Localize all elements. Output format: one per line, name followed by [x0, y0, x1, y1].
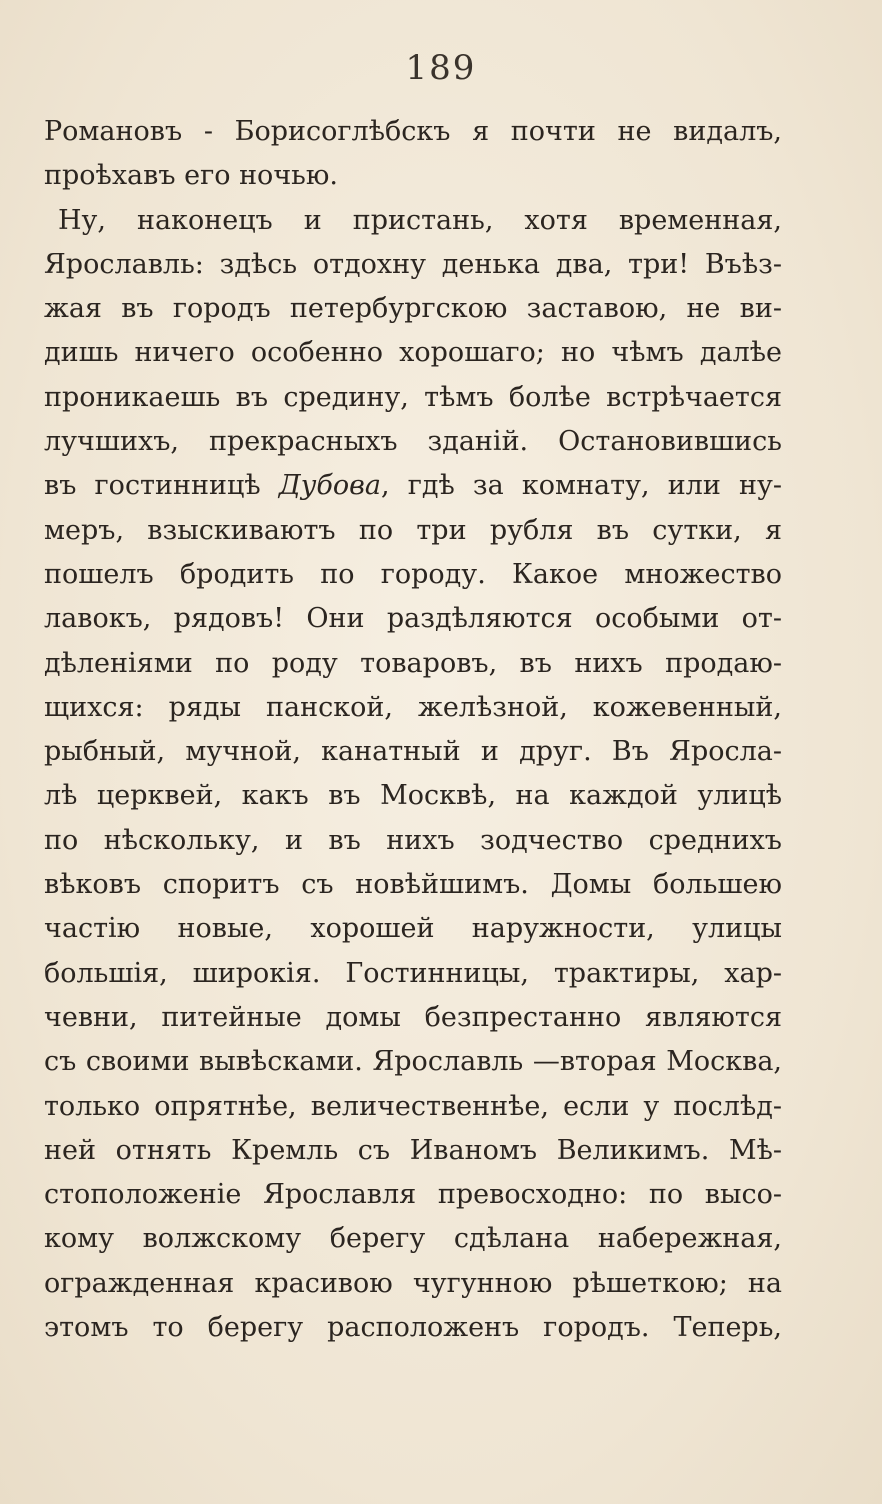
text-line: стоположеніе Ярославля превосходно: по высо- [44, 1179, 782, 1211]
text-line: кому волжскому берегу сдѣлана набережная, [44, 1223, 782, 1255]
text-line: Ярославль: здѣсь отдохну денька два, три! Въѣз- [44, 248, 782, 280]
body-text [44, 110, 782, 1350]
text-line: Романовъ - Борисоглѣбскъ я почти не видалъ, [44, 116, 782, 147]
text-line: лучшихъ, прекрасныхъ зданій. Остановившись [44, 426, 782, 458]
text-line: щихся: ряды панской, желѣзной, кожевенный, [44, 691, 782, 723]
text-line: чевни, питейные домы безпрестанно являются [44, 1001, 782, 1033]
text-line: этомъ то берегу расположенъ городъ. Теперь, [44, 1312, 782, 1344]
text-line: лѣ церквей, какъ въ Москвѣ, на каждой улицѣ [44, 780, 782, 812]
text-segment: , гдѣ за комнату, или ну- [380, 470, 782, 502]
text-line: дѣленіями по роду товаровъ, въ нихъ продаю- [44, 647, 782, 679]
text-line: рыбный, мучной, канатный и друг. Въ Яросла- [44, 736, 782, 768]
text-line: меръ, взыскиваютъ по три рубля въ сутки, я [44, 514, 782, 546]
text-line [44, 464, 782, 508]
text-line: ней отнять Кремль съ Иваномъ Великимъ. Мѣ- [44, 1134, 782, 1166]
text-line: проникаешь въ средину, тѣмъ болѣе встрѣчается [44, 381, 782, 413]
text-line: Ну, наконецъ и пристань, хотя временная, [58, 204, 782, 236]
text-line: частію новые, хорошей наружности, улицы [44, 913, 782, 945]
text-line: вѣковъ споритъ съ новѣйшимъ. Домы большею [44, 869, 782, 901]
text-line: дишь ничего особенно хорошаго; но чѣмъ далѣе [44, 337, 782, 369]
text-line: только опрятнѣе, величественнѣе, если у послѣд- [44, 1090, 782, 1122]
text-line: жая въ городъ петербургскою заставою, не ви- [44, 293, 782, 325]
text-line: съ своими вывѣсками. Ярославль —вторая Москва, [44, 1046, 782, 1078]
text-line: большія, широкія. Гостинницы, трактиры, хар- [44, 957, 782, 989]
text-line: проѣхавъ его ночью. [44, 160, 338, 192]
text-line: пошелъ бродить по городу. Какое множество [44, 558, 782, 590]
text-line: по нѣскольку, и въ нихъ зодчество среднихъ [44, 824, 782, 856]
text-segment: въ гостинницѣ [44, 470, 279, 502]
hotel-name: Дубова [278, 470, 381, 502]
text-line: лавокъ, рядовъ! Они раздѣляются особыми от- [44, 603, 782, 635]
page-number: 189 [405, 48, 477, 88]
text-line: огражденная красивою чугунною рѣшеткою; на [44, 1267, 782, 1299]
